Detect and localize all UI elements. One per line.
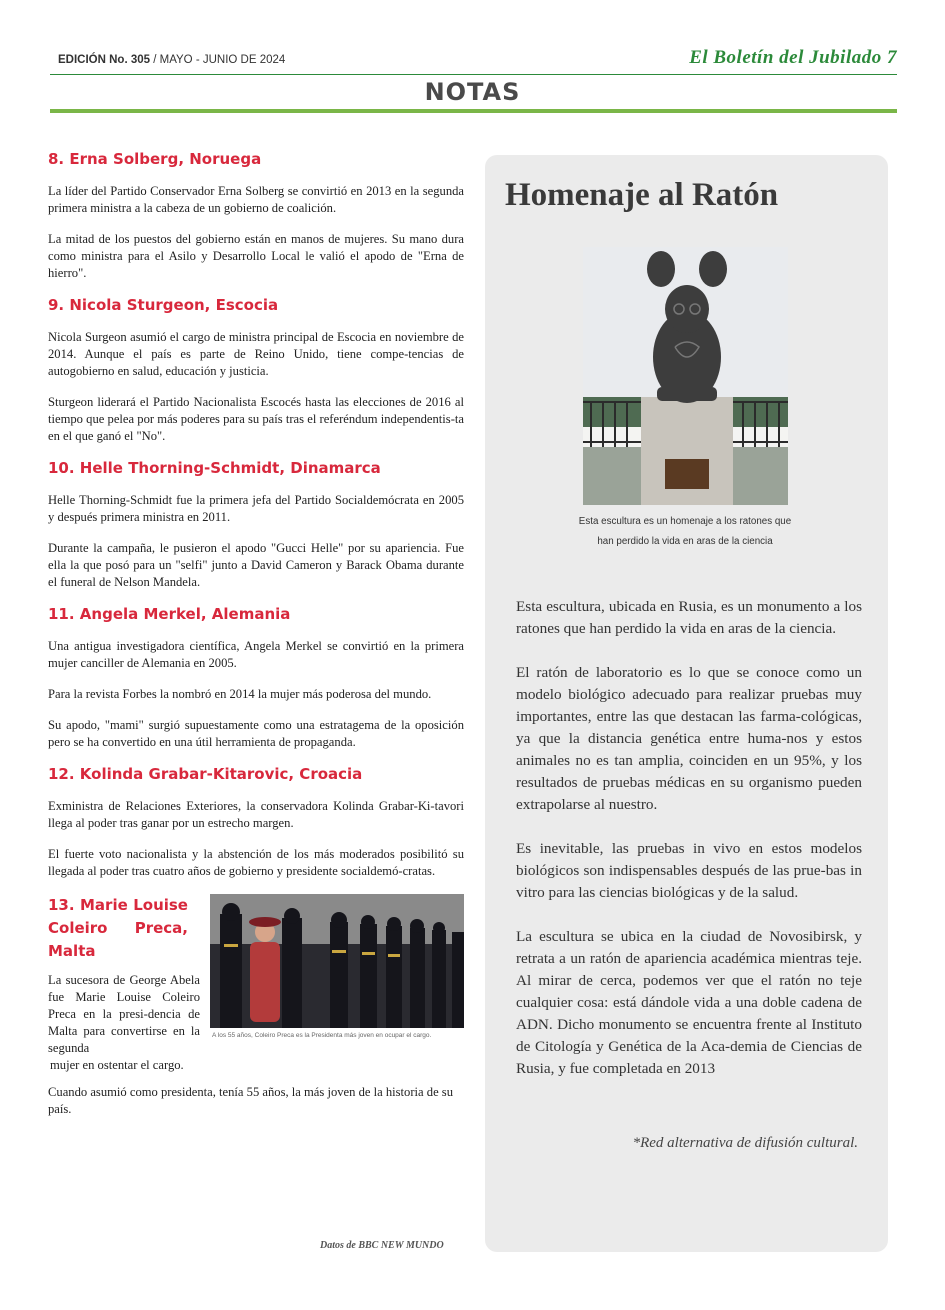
section-title: NOTAS	[424, 78, 521, 106]
photo-caption	[535, 512, 835, 552]
photo-caption: A los 55 años, Coleiro Preca es la Presidenta más joven en ocupar el cargo.	[212, 1032, 432, 1039]
paragraph: Exministra de Relaciones Exteriores, la conservadora Kolinda Grabar-Ki-tavori llega al poder tras ganar por un estrecho margen.	[48, 799, 464, 830]
paragraph: La sucesora de George Abela fue Marie Louise Coleiro Preca en la presi-dencia de Malta para convertirse en la segunda	[48, 973, 200, 1055]
paragraph: Esta escultura, ubicada en Rusia, es un monumento a los ratones que han perdido la vida en aras de la ciencia.	[516, 598, 862, 637]
edition-info	[58, 54, 285, 66]
paragraph: Helle Thorning-Schmidt fue la primera jefa del Partido Socialdemócrata en 2005 y después primera ministra en 2011.	[48, 493, 464, 524]
paragraph: Nicola Surgeon asumió el cargo de ministra principal de Escocia en noviembre de 2014. Aunque el país es parte de Reino Unido, tiene compe-tencias de autogobierno en salud, educación y justicia.	[48, 330, 464, 378]
section-heading: 11. Angela Merkel, Alemania	[48, 605, 291, 623]
article-title: Homenaje al Ratón	[505, 177, 779, 213]
header-divider	[50, 74, 897, 75]
malta-section	[48, 894, 464, 1084]
paragraph: El ratón de laboratorio es lo que se conoce como un modelo biológico adecuado para realizar pruebas muy importantes, entre las que destacan las farma-cológicas, ya que la distancia genética entre huma-nos y estos animales no es tan amplia, coinciden en un 95%, y los resultados de pruebas médicas en su organismo pueden extrapolarse al nuestro.	[516, 664, 862, 813]
paragraph: La líder del Partido Conservador Erna Solberg se convirtió en 2013 en la segunda primera ministra a la cabeza de un gobierno de coalición.	[48, 184, 464, 215]
edition-date: / MAYO - JUNIO DE 2024	[150, 54, 286, 66]
left-column	[48, 150, 464, 1118]
paragraph: El fuerte voto nacionalista y la abstención de los más moderados posibilitó su llegada al poder tras cuatro años de gobierno y presidente socialdemó-cratas.	[48, 847, 464, 878]
paragraph: Para la revista Forbes la nombró en 2014 la mujer más poderosa del mundo.	[48, 687, 432, 701]
malta-photo	[210, 894, 464, 1028]
paragraph: Durante la campaña, le pusieron el apodo "Gucci Helle" por su apariencia. Fue ella la que posó para un "selfi" junto a David Cameron y Barack Obama durante el funeral de Nelson Mandela.	[48, 541, 464, 589]
caption-line: Esta escultura es un homenaje a los ratones que	[578, 516, 792, 527]
paragraph: Es inevitable, las pruebas in vivo en estos modelos biológicos son indispensables después de las prue-bas in vitro para las ciencias biológicas y de la salud.	[516, 840, 862, 901]
article-section	[48, 296, 464, 445]
caption-line: han perdido la vida en aras de la ciencia	[597, 536, 773, 547]
paragraph: Cuando asumió como presidenta, tenía 55 años, la más joven de la historia de su país.	[48, 1085, 454, 1116]
sidebar-article	[485, 155, 888, 1252]
publication-brand: El Boletín del Jubilado 7	[689, 47, 897, 68]
edition-number: EDICIÓN No. 305	[58, 54, 151, 66]
paragraph: Una antigua investigadora científica, Angela Merkel se convirtió en la primera mujer canciller de Alemania en 2005.	[48, 639, 464, 670]
article-section	[48, 459, 464, 591]
article-section	[48, 765, 464, 880]
malta-text	[48, 972, 200, 1074]
source-credit: Datos de BBC NEW MUNDO	[320, 1240, 444, 1251]
section-heading: 8. Erna Solberg, Noruega	[48, 150, 262, 168]
paragraph: La escultura se ubica en la ciudad de Novosibirsk, y retrata a un ratón de apariencia académica mientras teje. Al mirar de cerca, podemos ver que el ratón no teje cualquier cosa: está dándole vida a una doble cadena de ADN. Dicho monumento se encuentra frente al Instituto de Citología y Genética de la Aca-demia de Ciencias de Rusia, y fue completada en 2013	[516, 928, 862, 1077]
paragraph: Su apodo, "mami" surgió supuestamente como una estratagema de la oposición pero se ha convertido en una útil herramienta de propaganda.	[48, 718, 464, 749]
paragraph: La mitad de los puestos del gobierno están en manos de mujeres. Su mano dura como ministra para el Asilo y Desarrollo Local le valió el apodo de "Erna de hierro".	[48, 232, 464, 280]
article-signature: *Red alternativa de difusión cultural.	[632, 1135, 858, 1151]
article-section	[48, 605, 464, 751]
section-divider	[50, 109, 897, 113]
mouse-sculpture-photo	[583, 247, 788, 505]
section-heading: 12. Kolinda Grabar-Kitarovic, Croacia	[48, 765, 363, 783]
paragraph-tail: mujer en ostentar el cargo.	[50, 1058, 184, 1072]
section-heading: 9. Nicola Sturgeon, Escocia	[48, 296, 279, 314]
article-section	[48, 150, 464, 282]
section-heading: 10. Helle Thorning-Schmidt, Dinamarca	[48, 459, 381, 477]
article-body	[516, 596, 862, 1102]
paragraph: Sturgeon liderará el Partido Nacionalista Escocés hasta las elecciones de 2016 al tiempo que pelea por más poderes para su país tras el referéndum independentis-ta en el que ganó el "No".	[48, 395, 464, 443]
section-heading: 13. Marie Louise Coleiro Preca, Malta	[48, 896, 188, 960]
